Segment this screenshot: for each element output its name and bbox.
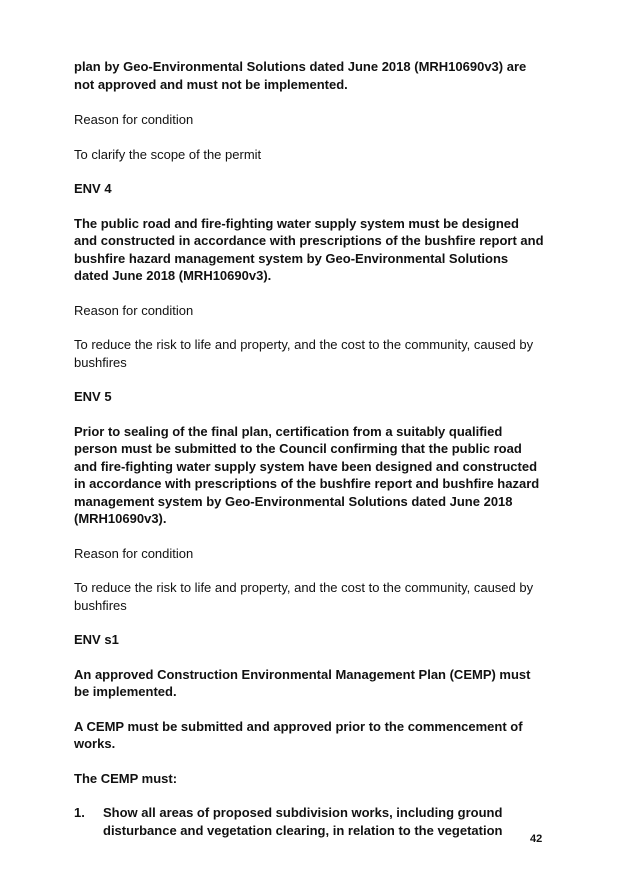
intro-paragraph: plan by Geo-Environmental Solutions dated June 2018 (MRH10690v3) are not approved and must not be implemented. xyxy=(74,59,527,92)
env4-condition: The public road and fire-fighting water supply system must be designed and constructed in accordance with prescriptions of the bushfire report and bushfire hazard management system by Geo-Environmental Solutions dated June 2018 (MRH10690v3). xyxy=(74,215,544,283)
list-item xyxy=(74,804,544,839)
env4-heading: ENV 4 xyxy=(74,181,112,196)
envs1-paragraph: An approved Construction Environmental Management Plan (CEMP) must be implemented. xyxy=(74,666,531,699)
reason-text: To reduce the risk to life and property, and the cost to the community, caused by bushfires xyxy=(74,337,534,370)
reason-text: To reduce the risk to life and property, and the cost to the community, caused by bushfires xyxy=(74,580,534,613)
reason-label: Reason for condition xyxy=(74,112,194,127)
page-number: 42 xyxy=(530,833,543,845)
envs1-heading: ENV s1 xyxy=(74,632,119,647)
env5-condition: Prior to sealing of the final plan, certification from a suitably qualified person must be submitted to the Council confirming that the public road and fire-fighting water supply system have been designed and constructed in accordance with prescriptions of the bushfire report and bushfire hazard management system by Geo-Environmental Solutions dated June 2018 (MRH10690v3). xyxy=(74,423,540,526)
envs1-paragraph: The CEMP must: xyxy=(74,770,178,786)
reason-text: To clarify the scope of the permit xyxy=(74,146,262,162)
document-body xyxy=(74,58,544,839)
list-item-number: 1. xyxy=(74,805,85,820)
list-item-text: Show all areas of proposed subdivision works, including ground disturbance and vegetation clearing, in relation to the vegetation xyxy=(103,805,503,838)
env5-heading: ENV 5 xyxy=(74,389,112,404)
envs1-paragraph: A CEMP must be submitted and approved prior to the commencement of works. xyxy=(74,718,523,751)
reason-label: Reason for condition xyxy=(74,302,194,318)
reason-label: Reason for condition xyxy=(74,545,194,561)
